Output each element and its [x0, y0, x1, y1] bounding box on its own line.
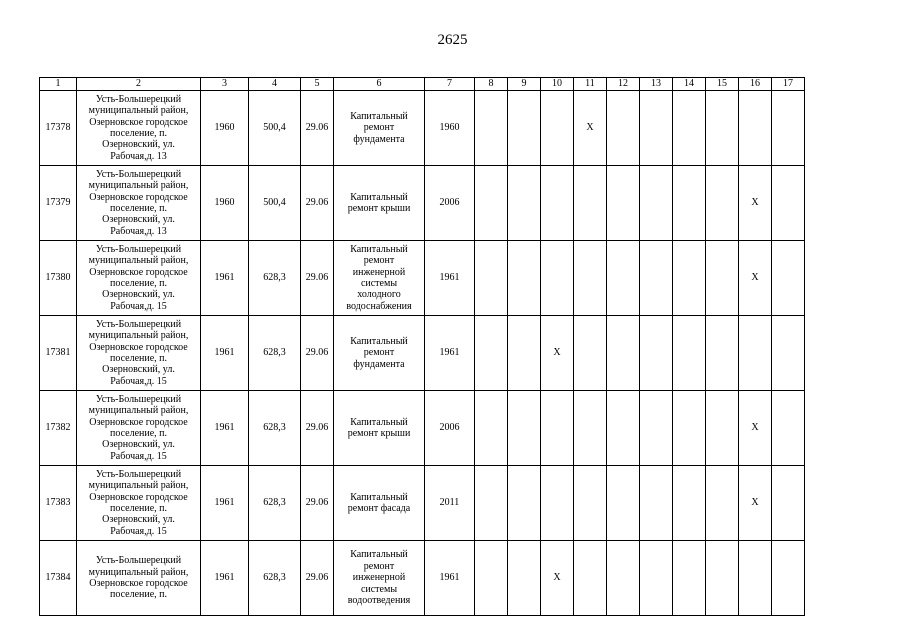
- table-row: [40, 316, 805, 391]
- work-type-line: ремонт: [363, 560, 395, 572]
- column-number-cell: 9: [508, 78, 541, 91]
- mark-cell: [706, 316, 739, 391]
- record-id-cell: 17382: [40, 391, 77, 466]
- column-number-cell: 15: [706, 78, 739, 91]
- work-type-line: фундамента: [353, 358, 405, 370]
- address-line: муниципальный район,: [88, 566, 189, 578]
- table-row: [40, 391, 805, 466]
- mark-cell: [475, 166, 508, 241]
- mark-cell: [673, 91, 706, 166]
- mark-cell: [475, 91, 508, 166]
- mark-cell: [706, 541, 739, 616]
- mark-cell: [739, 316, 772, 391]
- work-type-line: Капитальный: [350, 191, 408, 203]
- column-number-cell: 12: [607, 78, 640, 91]
- work-type-line: ремонт крыши: [347, 428, 411, 439]
- address-line: Рабочая,д. 15: [110, 525, 167, 537]
- repair-year-cell: 1961: [425, 241, 475, 316]
- address-cell: [77, 241, 201, 316]
- mark-cell: [607, 166, 640, 241]
- work-type-line: водоснабжения: [346, 300, 412, 312]
- column-number-cell: 14: [673, 78, 706, 91]
- column-number-cell: 1: [40, 78, 77, 91]
- address-line: Озерновский, ул.: [102, 139, 175, 151]
- value-cell: 29.06: [301, 316, 334, 391]
- work-type-cell: [334, 241, 425, 316]
- address-cell: [77, 316, 201, 391]
- mark-cell: [640, 166, 673, 241]
- mark-cell: [607, 91, 640, 166]
- mark-cell: [706, 391, 739, 466]
- value-cell: 29.06: [301, 91, 334, 166]
- mark-cell: [739, 541, 772, 616]
- work-type-cell: [334, 316, 425, 391]
- work-type-cell: [334, 466, 425, 541]
- mark-cell: [706, 466, 739, 541]
- area-cell: 628,3: [249, 541, 301, 616]
- mark-cell: [772, 166, 805, 241]
- mark-cell: [673, 241, 706, 316]
- column-number-cell: 3: [201, 78, 249, 91]
- mark-cell: [772, 391, 805, 466]
- mark-cell: [541, 391, 574, 466]
- address-cell: [77, 91, 201, 166]
- mark-cell: [673, 316, 706, 391]
- address-cell: [77, 391, 201, 466]
- table-row: [40, 241, 805, 316]
- record-id-cell: 17380: [40, 241, 77, 316]
- build-year-cell: 1961: [201, 241, 249, 316]
- mark-cell: [739, 91, 772, 166]
- area-cell: 500,4: [249, 166, 301, 241]
- mark-cell: [706, 166, 739, 241]
- column-number-cell: 17: [772, 78, 805, 91]
- address-line: поселение, п.: [109, 278, 168, 289]
- work-type-line: ремонт: [363, 255, 395, 267]
- column-number-cell: 8: [475, 78, 508, 91]
- value-cell: 29.06: [301, 466, 334, 541]
- repair-schedule-table: [39, 77, 805, 616]
- address-line: Усть-Большерецкий: [95, 468, 182, 480]
- address-line: Усть-Большерецкий: [95, 168, 182, 180]
- mark-cell: [607, 391, 640, 466]
- column-number-cell: 7: [425, 78, 475, 91]
- mark-cell: X: [739, 166, 772, 241]
- repair-year-cell: 2011: [425, 466, 475, 541]
- address-line: Озерновское городское: [89, 191, 188, 203]
- mark-cell: [574, 241, 607, 316]
- address-line: поселение, п.: [109, 353, 168, 364]
- mark-cell: [475, 316, 508, 391]
- work-type-line: системы: [360, 278, 398, 289]
- column-number-cell: 6: [334, 78, 425, 91]
- work-type-line: Капитальный: [350, 416, 408, 428]
- mark-cell: [640, 241, 673, 316]
- address-line: Озерновский, ул.: [102, 514, 175, 526]
- address-line: Озерновское городское: [89, 341, 188, 353]
- address-line: Озерновское городское: [89, 578, 188, 589]
- column-number-cell: 2: [77, 78, 201, 91]
- address-cell: [77, 541, 201, 616]
- address-line: Рабочая,д. 15: [110, 450, 167, 462]
- work-type-cell: [334, 91, 425, 166]
- column-number-cell: 10: [541, 78, 574, 91]
- mark-cell: [673, 166, 706, 241]
- mark-cell: X: [574, 91, 607, 166]
- record-id-cell: 17381: [40, 316, 77, 391]
- mark-cell: [541, 466, 574, 541]
- address-line: Озерновский, ул.: [102, 289, 175, 301]
- work-type-line: ремонт крыши: [347, 203, 411, 214]
- work-type-line: системы: [360, 583, 398, 595]
- address-line: Усть-Большерецкий: [95, 318, 182, 330]
- work-type-line: инженерной: [352, 572, 406, 584]
- mark-cell: [508, 316, 541, 391]
- address-line: Озерновское городское: [89, 266, 188, 278]
- work-type-line: Капитальный: [350, 549, 408, 561]
- repair-year-cell: 1961: [425, 316, 475, 391]
- work-type-cell: [334, 541, 425, 616]
- address-line: Озерновский, ул.: [102, 364, 175, 376]
- build-year-cell: 1960: [201, 166, 249, 241]
- address-line: Озерновское городское: [89, 116, 188, 128]
- work-type-line: холодного: [357, 289, 401, 301]
- page-number: 2625: [437, 32, 468, 48]
- table-row: [40, 466, 805, 541]
- build-year-cell: 1961: [201, 316, 249, 391]
- repair-year-cell: 2006: [425, 166, 475, 241]
- mark-cell: [541, 241, 574, 316]
- mark-cell: [640, 316, 673, 391]
- address-line: Озерновский, ул.: [102, 214, 175, 226]
- mark-cell: [508, 391, 541, 466]
- address-line: Озерновское городское: [89, 416, 188, 428]
- mark-cell: [772, 541, 805, 616]
- mark-cell: [574, 316, 607, 391]
- address-line: муниципальный район,: [88, 180, 189, 192]
- column-number-cell: 5: [301, 78, 334, 91]
- mark-cell: X: [739, 241, 772, 316]
- work-type-line: водоотведения: [347, 595, 411, 607]
- address-line: Рабочая,д. 15: [110, 375, 167, 387]
- mark-cell: [673, 541, 706, 616]
- mark-cell: [541, 166, 574, 241]
- mark-cell: [673, 391, 706, 466]
- area-cell: 628,3: [249, 391, 301, 466]
- mark-cell: X: [541, 316, 574, 391]
- record-id-cell: 17384: [40, 541, 77, 616]
- column-number-cell: 11: [574, 78, 607, 91]
- mark-cell: [607, 241, 640, 316]
- address-line: Усть-Большерецкий: [95, 243, 182, 255]
- work-type-line: Капитальный: [350, 243, 408, 255]
- repair-year-cell: 2006: [425, 391, 475, 466]
- mark-cell: [772, 241, 805, 316]
- mark-cell: [508, 541, 541, 616]
- table-row: [40, 91, 805, 166]
- address-line: Усть-Большерецкий: [95, 393, 182, 405]
- column-number-cell: 4: [249, 78, 301, 91]
- repair-year-cell: 1960: [425, 91, 475, 166]
- column-number-cell: 16: [739, 78, 772, 91]
- mark-cell: X: [739, 391, 772, 466]
- area-cell: 500,4: [249, 91, 301, 166]
- column-number-cell: 13: [640, 78, 673, 91]
- address-line: муниципальный район,: [88, 405, 189, 417]
- area-cell: 628,3: [249, 466, 301, 541]
- mark-cell: [475, 241, 508, 316]
- work-type-line: ремонт: [363, 347, 395, 359]
- mark-cell: [607, 541, 640, 616]
- mark-cell: [772, 91, 805, 166]
- mark-cell: [607, 466, 640, 541]
- address-line: Рабочая,д. 13: [110, 225, 167, 237]
- address-line: поселение, п.: [109, 203, 168, 214]
- build-year-cell: 1961: [201, 391, 249, 466]
- area-cell: 628,3: [249, 316, 301, 391]
- record-id-cell: 17383: [40, 466, 77, 541]
- address-line: Озерновское городское: [89, 491, 188, 503]
- work-type-line: Капитальный: [350, 335, 408, 347]
- mark-cell: [475, 466, 508, 541]
- mark-cell: X: [739, 466, 772, 541]
- address-line: муниципальный район,: [88, 330, 189, 342]
- build-year-cell: 1960: [201, 91, 249, 166]
- address-line: поселение, п.: [109, 503, 168, 514]
- mark-cell: [574, 391, 607, 466]
- work-type-line: ремонт фасада: [347, 503, 411, 514]
- address-cell: [77, 466, 201, 541]
- area-cell: 628,3: [249, 241, 301, 316]
- mark-cell: [574, 466, 607, 541]
- repair-year-cell: 1961: [425, 541, 475, 616]
- work-type-line: Капитальный: [350, 110, 408, 122]
- mark-cell: [640, 541, 673, 616]
- build-year-cell: 1961: [201, 466, 249, 541]
- address-line: Рабочая,д. 13: [110, 150, 167, 162]
- record-id-cell: 17379: [40, 166, 77, 241]
- address-line: Рабочая,д. 15: [110, 300, 167, 312]
- table-row: [40, 166, 805, 241]
- mark-cell: [640, 91, 673, 166]
- address-line: Усть-Большерецкий: [95, 93, 182, 105]
- column-number-row: [40, 78, 805, 91]
- mark-cell: [640, 391, 673, 466]
- work-type-line: фундамента: [353, 133, 405, 145]
- address-line: муниципальный район,: [88, 480, 189, 492]
- mark-cell: [706, 91, 739, 166]
- table-row: [40, 541, 805, 616]
- mark-cell: [574, 166, 607, 241]
- record-id-cell: 17378: [40, 91, 77, 166]
- work-type-line: Капитальный: [350, 491, 408, 503]
- work-type-cell: [334, 391, 425, 466]
- address-line: Усть-Большерецкий: [95, 555, 182, 567]
- address-line: поселение, п.: [109, 128, 168, 139]
- address-line: поселение, п.: [109, 589, 168, 601]
- mark-cell: [508, 91, 541, 166]
- mark-cell: [508, 466, 541, 541]
- mark-cell: [508, 241, 541, 316]
- mark-cell: [475, 541, 508, 616]
- address-line: муниципальный район,: [88, 105, 189, 117]
- mark-cell: [706, 241, 739, 316]
- value-cell: 29.06: [301, 241, 334, 316]
- mark-cell: [772, 466, 805, 541]
- address-line: Озерновский, ул.: [102, 439, 175, 451]
- work-type-line: ремонт: [363, 122, 395, 134]
- build-year-cell: 1961: [201, 541, 249, 616]
- mark-cell: [640, 466, 673, 541]
- work-type-line: инженерной: [352, 266, 406, 278]
- mark-cell: [772, 316, 805, 391]
- value-cell: 29.06: [301, 166, 334, 241]
- mark-cell: X: [541, 541, 574, 616]
- work-type-cell: [334, 166, 425, 241]
- mark-cell: [475, 391, 508, 466]
- mark-cell: [673, 466, 706, 541]
- mark-cell: [508, 166, 541, 241]
- address-cell: [77, 166, 201, 241]
- mark-cell: [574, 541, 607, 616]
- value-cell: 29.06: [301, 541, 334, 616]
- value-cell: 29.06: [301, 391, 334, 466]
- mark-cell: [541, 91, 574, 166]
- address-line: муниципальный район,: [88, 255, 189, 267]
- address-line: поселение, п.: [109, 428, 168, 439]
- mark-cell: [607, 316, 640, 391]
